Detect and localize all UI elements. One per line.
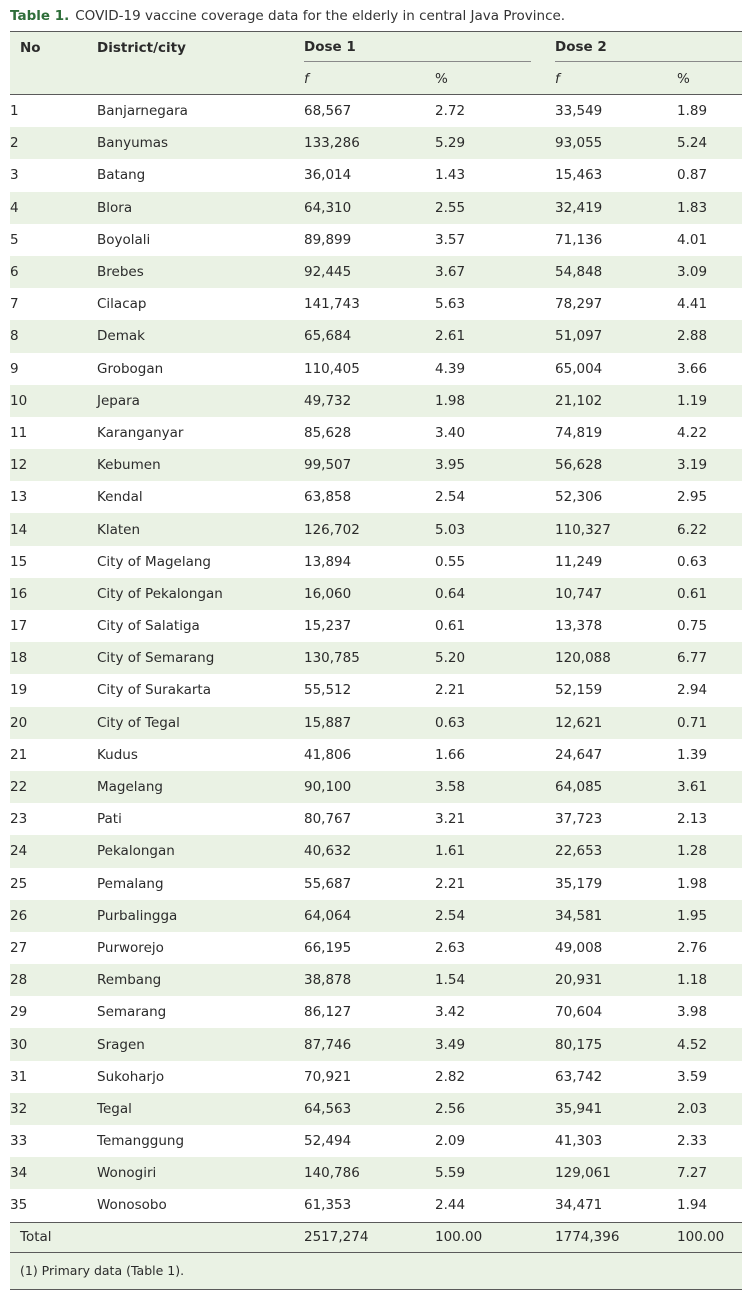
cell-no: 12 xyxy=(10,449,97,481)
cell-dose1-f: 16,060 xyxy=(304,578,430,610)
table-row xyxy=(10,320,742,352)
cell-dose1-f: 86,127 xyxy=(304,1004,352,1021)
table-row xyxy=(10,868,742,900)
cell-no: 18 xyxy=(10,642,97,674)
cell-dose2-pct: 0.75 xyxy=(677,618,708,635)
cell-dose1-f: 141,743 xyxy=(304,296,360,313)
cell-dose2-f: 52,159 xyxy=(555,682,603,699)
cell-dose2-pct: 3.98 xyxy=(677,1004,708,1021)
cell-no: 11 xyxy=(10,424,28,441)
cell-dose1-pct: 1.98 xyxy=(430,385,555,417)
cell-no: 31 xyxy=(10,1068,28,1085)
cell-district: Cilacap xyxy=(97,296,147,313)
header-dose1-label: Dose 1 xyxy=(304,39,531,62)
cell-no: 16 xyxy=(10,578,97,610)
table-row xyxy=(10,513,742,545)
cell-no: 2 xyxy=(10,127,97,159)
cell-dose1-pct: 2.21 xyxy=(435,875,466,892)
cell-dose2-f: 34,581 xyxy=(555,900,677,932)
cell-district: Blora xyxy=(97,192,304,224)
table-body xyxy=(10,95,742,1253)
table-row xyxy=(10,256,742,288)
cell-dose1-f: 140,786 xyxy=(304,1157,430,1189)
cell-dose1-f: 66,195 xyxy=(304,939,352,956)
total-blank xyxy=(97,1222,304,1252)
cell-no: 24 xyxy=(10,835,97,867)
cell-dose1-pct: 3.67 xyxy=(430,256,555,288)
cell-dose1-f: 15,237 xyxy=(304,618,352,635)
cell-dose2-pct: 2.76 xyxy=(677,939,708,956)
table-row xyxy=(10,481,742,513)
cell-no: 20 xyxy=(10,707,97,739)
cell-dose2-f: 41,303 xyxy=(555,1133,603,1150)
table-row xyxy=(10,900,742,932)
table-row xyxy=(10,224,742,256)
cell-district: Jepara xyxy=(97,385,304,417)
table-title: COVID-19 vaccine coverage data for the elderly in central Java Province. xyxy=(75,8,566,24)
table-row xyxy=(10,385,742,417)
total-dose2-pct: 100.00 xyxy=(677,1222,742,1252)
header-dose2-f: f xyxy=(555,63,677,95)
cell-dose1-pct: 2.54 xyxy=(430,900,555,932)
cell-dose1-f: 63,858 xyxy=(304,489,352,506)
table-row xyxy=(10,739,742,771)
table-caption xyxy=(10,6,565,26)
table-row xyxy=(10,417,742,449)
cell-no: 35 xyxy=(10,1197,28,1214)
table-row xyxy=(10,642,742,674)
cell-dose1-pct: 3.49 xyxy=(430,1028,555,1060)
header-dose2-pct: % xyxy=(677,63,742,95)
table-row xyxy=(10,159,742,191)
cell-dose2-pct: 1.83 xyxy=(677,192,742,224)
cell-dose2-pct: 6.22 xyxy=(677,513,742,545)
table-row xyxy=(10,192,742,224)
cell-dose1-f: 85,628 xyxy=(304,424,352,441)
cell-district: Kudus xyxy=(97,746,138,763)
cell-district: Pati xyxy=(97,811,122,828)
header-dose1-f: f xyxy=(304,63,430,95)
cell-dose2-pct: 4.22 xyxy=(677,424,708,441)
total-dose1-f: 2517,274 xyxy=(304,1222,430,1252)
cell-dose2-f: 64,085 xyxy=(555,771,677,803)
cell-dose1-f: 55,687 xyxy=(304,875,352,892)
table-row xyxy=(10,771,742,803)
cell-dose1-f: 130,785 xyxy=(304,642,430,674)
header-dose2-label: Dose 2 xyxy=(555,39,742,62)
cell-no: 17 xyxy=(10,618,28,635)
cell-dose1-pct: 2.44 xyxy=(435,1197,466,1214)
cell-dose1-f: 40,632 xyxy=(304,835,430,867)
cell-dose1-pct: 2.61 xyxy=(430,320,555,352)
vaccine-coverage-table xyxy=(10,31,742,1290)
cell-dose2-f: 80,175 xyxy=(555,1028,677,1060)
table-row xyxy=(10,610,742,642)
cell-district: Kebumen xyxy=(97,449,304,481)
cell-dose1-pct: 3.57 xyxy=(435,231,466,248)
total-label: Total xyxy=(10,1222,97,1252)
table-row xyxy=(10,127,742,159)
cell-dose2-f: 10,747 xyxy=(555,578,677,610)
cell-dose2-f: 37,723 xyxy=(555,811,603,828)
cell-dose1-f: 89,899 xyxy=(304,231,352,248)
cell-district: Banjarnegara xyxy=(97,103,188,120)
table-row xyxy=(10,1189,742,1222)
cell-dose2-f: 21,102 xyxy=(555,385,677,417)
table-row xyxy=(10,578,742,610)
cell-district: Brebes xyxy=(97,256,304,288)
cell-district: Sragen xyxy=(97,1028,304,1060)
cell-dose1-pct: 2.82 xyxy=(435,1068,466,1085)
cell-no: 13 xyxy=(10,489,28,506)
cell-dose2-f: 93,055 xyxy=(555,127,677,159)
cell-dose2-f: 51,097 xyxy=(555,320,677,352)
cell-dose2-f: 120,088 xyxy=(555,642,677,674)
cell-district: Tegal xyxy=(97,1093,304,1125)
table-row xyxy=(10,353,742,385)
cell-dose2-f: 70,604 xyxy=(555,1004,603,1021)
cell-dose1-pct: 1.61 xyxy=(430,835,555,867)
cell-dose1-pct: 2.21 xyxy=(435,682,466,699)
cell-dose1-pct: 5.20 xyxy=(430,642,555,674)
cell-dose2-pct: 3.59 xyxy=(677,1068,708,1085)
cell-dose1-f: 55,512 xyxy=(304,682,352,699)
cell-no: 26 xyxy=(10,900,97,932)
table-row xyxy=(10,835,742,867)
cell-district: City of Semarang xyxy=(97,642,304,674)
cell-dose2-pct: 2.88 xyxy=(677,320,742,352)
cell-dose1-pct: 0.55 xyxy=(435,553,466,570)
cell-district: City of Magelang xyxy=(97,553,211,570)
cell-dose1-pct: 2.54 xyxy=(435,489,466,506)
cell-district: City of Surakarta xyxy=(97,682,211,699)
table-row xyxy=(10,1061,742,1093)
cell-dose1-f: 92,445 xyxy=(304,256,430,288)
cell-dose1-f: 99,507 xyxy=(304,449,430,481)
cell-dose1-f: 61,353 xyxy=(304,1197,352,1214)
cell-dose1-pct: 3.42 xyxy=(435,1004,466,1021)
cell-no: 27 xyxy=(10,939,28,956)
cell-dose2-f: 35,179 xyxy=(555,875,603,892)
cell-dose1-f: 64,064 xyxy=(304,900,430,932)
cell-no: 32 xyxy=(10,1093,97,1125)
cell-dose2-f: 54,848 xyxy=(555,256,677,288)
cell-district: City of Tegal xyxy=(97,707,304,739)
cell-dose2-pct: 0.63 xyxy=(677,553,708,570)
cell-dose2-f: 22,653 xyxy=(555,835,677,867)
cell-district: City of Pekalongan xyxy=(97,578,304,610)
cell-district: Boyolali xyxy=(97,231,151,248)
cell-district: Grobogan xyxy=(97,360,164,377)
cell-dose2-pct: 2.94 xyxy=(677,682,708,699)
cell-dose1-f: 64,563 xyxy=(304,1093,430,1125)
cell-dose2-pct: 1.18 xyxy=(677,964,742,996)
cell-district: Purbalingga xyxy=(97,900,304,932)
cell-no: 6 xyxy=(10,256,97,288)
cell-district: Purworejo xyxy=(97,939,164,956)
cell-dose2-f: 12,621 xyxy=(555,707,677,739)
cell-dose2-pct: 4.41 xyxy=(677,296,708,313)
cell-no: 23 xyxy=(10,811,28,828)
cell-dose1-f: 41,806 xyxy=(304,746,352,763)
cell-dose1-pct: 2.56 xyxy=(430,1093,555,1125)
cell-dose2-pct: 2.33 xyxy=(677,1133,708,1150)
cell-dose1-pct: 2.63 xyxy=(435,939,466,956)
cell-no: 22 xyxy=(10,771,97,803)
cell-dose1-pct: 2.55 xyxy=(430,192,555,224)
table-row xyxy=(10,964,742,996)
cell-dose1-pct: 3.95 xyxy=(430,449,555,481)
total-dose2-f: 1774,396 xyxy=(555,1222,677,1252)
cell-district: Temanggung xyxy=(97,1133,185,1150)
table-row xyxy=(10,932,742,964)
cell-dose1-pct: 2.09 xyxy=(435,1133,466,1150)
cell-dose2-pct: 4.01 xyxy=(677,231,708,248)
table-row xyxy=(10,707,742,739)
cell-dose2-f: 78,297 xyxy=(555,296,603,313)
cell-dose1-pct: 0.63 xyxy=(430,707,555,739)
cell-district: Wonogiri xyxy=(97,1157,304,1189)
cell-dose1-pct: 3.58 xyxy=(430,771,555,803)
cell-dose2-pct: 1.28 xyxy=(677,835,742,867)
cell-dose2-pct: 1.98 xyxy=(677,875,708,892)
cell-no: 34 xyxy=(10,1157,97,1189)
cell-no: 29 xyxy=(10,1004,28,1021)
cell-district: Pemalang xyxy=(97,875,164,892)
cell-no: 3 xyxy=(10,167,19,184)
cell-no: 4 xyxy=(10,192,97,224)
cell-no: 19 xyxy=(10,682,28,699)
table-row xyxy=(10,1125,742,1157)
total-row xyxy=(10,1222,742,1252)
cell-dose1-pct: 5.59 xyxy=(430,1157,555,1189)
cell-dose2-f: 129,061 xyxy=(555,1157,677,1189)
cell-dose2-pct: 2.13 xyxy=(677,811,708,828)
header-district: District/city xyxy=(97,32,304,64)
table-row xyxy=(10,996,742,1028)
cell-no: 14 xyxy=(10,513,97,545)
cell-dose2-pct: 3.09 xyxy=(677,256,742,288)
cell-dose1-f: 36,014 xyxy=(304,167,352,184)
cell-district: Karanganyar xyxy=(97,424,184,441)
cell-dose2-pct: 0.71 xyxy=(677,707,742,739)
cell-dose1-f: 110,405 xyxy=(304,360,360,377)
table-row xyxy=(10,1093,742,1125)
table-row xyxy=(10,288,742,320)
table-row xyxy=(10,546,742,578)
cell-district: City of Salatiga xyxy=(97,618,200,635)
cell-no: 10 xyxy=(10,385,97,417)
cell-no: 15 xyxy=(10,553,28,570)
header-dose1-pct: % xyxy=(430,63,555,95)
cell-dose2-f: 20,931 xyxy=(555,964,677,996)
cell-district: Pekalongan xyxy=(97,835,304,867)
cell-dose2-pct: 2.95 xyxy=(677,489,708,506)
cell-dose2-pct: 2.03 xyxy=(677,1093,742,1125)
cell-dose1-f: 133,286 xyxy=(304,127,430,159)
cell-dose2-f: 32,419 xyxy=(555,192,677,224)
cell-dose2-f: 13,378 xyxy=(555,618,603,635)
cell-dose2-pct: 1.89 xyxy=(677,103,708,120)
cell-dose1-pct: 0.61 xyxy=(435,618,466,635)
cell-dose1-pct: 5.03 xyxy=(430,513,555,545)
cell-dose2-f: 35,941 xyxy=(555,1093,677,1125)
cell-dose2-pct: 0.87 xyxy=(677,167,708,184)
cell-dose2-pct: 5.24 xyxy=(677,127,742,159)
cell-district: Demak xyxy=(97,320,304,352)
header-dose1 xyxy=(304,32,555,64)
cell-no: 9 xyxy=(10,360,19,377)
cell-dose2-f: 33,549 xyxy=(555,103,603,120)
cell-dose2-f: 49,008 xyxy=(555,939,603,956)
cell-dose2-f: 24,647 xyxy=(555,746,603,763)
cell-district: Magelang xyxy=(97,771,304,803)
table-row xyxy=(10,674,742,706)
cell-district: Wonosobo xyxy=(97,1197,167,1214)
total-dose1-pct: 100.00 xyxy=(430,1222,555,1252)
cell-dose1-pct: 5.63 xyxy=(435,296,466,313)
cell-no: 1 xyxy=(10,103,19,120)
cell-dose1-pct: 1.54 xyxy=(430,964,555,996)
cell-no: 33 xyxy=(10,1133,28,1150)
cell-dose1-pct: 0.64 xyxy=(430,578,555,610)
cell-dose2-pct: 1.94 xyxy=(677,1197,708,1214)
cell-district: Banyumas xyxy=(97,127,304,159)
cell-dose1-f: 49,732 xyxy=(304,385,430,417)
cell-dose1-f: 38,878 xyxy=(304,964,430,996)
cell-dose2-pct: 3.66 xyxy=(677,360,708,377)
table-footnote: (1) Primary data (Table 1). xyxy=(10,1252,742,1289)
cell-dose1-pct: 2.72 xyxy=(435,103,466,120)
cell-dose1-f: 68,567 xyxy=(304,103,352,120)
cell-dose2-f: 11,249 xyxy=(555,553,603,570)
cell-dose2-f: 63,742 xyxy=(555,1068,603,1085)
header-blank-1 xyxy=(10,63,97,95)
cell-dose2-pct: 3.19 xyxy=(677,449,742,481)
cell-dose2-f: 65,004 xyxy=(555,360,603,377)
cell-district: Kendal xyxy=(97,489,143,506)
header-blank-2 xyxy=(97,63,304,95)
cell-dose1-pct: 1.66 xyxy=(435,746,466,763)
cell-no: 28 xyxy=(10,964,97,996)
cell-no: 30 xyxy=(10,1028,97,1060)
cell-no: 7 xyxy=(10,296,19,313)
cell-no: 8 xyxy=(10,320,97,352)
cell-dose2-f: 34,471 xyxy=(555,1197,603,1214)
cell-dose2-f: 56,628 xyxy=(555,449,677,481)
table-row xyxy=(10,449,742,481)
cell-dose1-f: 52,494 xyxy=(304,1133,352,1150)
table-label: Table 1. xyxy=(10,8,70,24)
cell-dose1-f: 70,921 xyxy=(304,1068,352,1085)
cell-dose2-pct: 0.61 xyxy=(677,578,742,610)
cell-dose1-f: 87,746 xyxy=(304,1028,430,1060)
cell-dose1-pct: 3.21 xyxy=(435,811,466,828)
cell-dose1-f: 15,887 xyxy=(304,707,430,739)
cell-dose1-f: 64,310 xyxy=(304,192,430,224)
cell-dose2-f: 15,463 xyxy=(555,167,603,184)
table-row xyxy=(10,803,742,835)
cell-district: Klaten xyxy=(97,513,304,545)
cell-dose1-f: 13,894 xyxy=(304,553,352,570)
cell-dose1-f: 90,100 xyxy=(304,771,430,803)
cell-dose2-pct: 4.52 xyxy=(677,1028,742,1060)
cell-no: 21 xyxy=(10,746,28,763)
cell-dose2-pct: 1.95 xyxy=(677,900,742,932)
cell-district: Rembang xyxy=(97,964,304,996)
cell-district: Sukoharjo xyxy=(97,1068,165,1085)
cell-dose2-f: 71,136 xyxy=(555,231,603,248)
cell-dose2-pct: 7.27 xyxy=(677,1157,742,1189)
table-row xyxy=(10,1157,742,1189)
cell-dose1-pct: 5.29 xyxy=(430,127,555,159)
cell-no: 5 xyxy=(10,231,19,248)
cell-dose1-pct: 1.43 xyxy=(435,167,466,184)
cell-dose1-f: 65,684 xyxy=(304,320,430,352)
table-row xyxy=(10,1028,742,1060)
cell-district: Semarang xyxy=(97,1004,167,1021)
cell-dose1-pct: 3.40 xyxy=(435,424,466,441)
cell-no: 25 xyxy=(10,875,28,892)
cell-dose2-f: 52,306 xyxy=(555,489,603,506)
cell-dose2-pct: 1.19 xyxy=(677,385,742,417)
cell-dose1-pct: 4.39 xyxy=(435,360,466,377)
cell-dose2-pct: 3.61 xyxy=(677,771,742,803)
table-row xyxy=(10,95,742,128)
header-no: No xyxy=(10,32,97,64)
cell-dose2-pct: 1.39 xyxy=(677,746,708,763)
cell-dose1-f: 126,702 xyxy=(304,513,430,545)
cell-district: Batang xyxy=(97,167,146,184)
cell-dose2-pct: 6.77 xyxy=(677,642,742,674)
cell-dose1-f: 80,767 xyxy=(304,811,352,828)
header-dose2 xyxy=(555,32,742,64)
cell-dose2-f: 74,819 xyxy=(555,424,603,441)
cell-dose2-f: 110,327 xyxy=(555,513,677,545)
